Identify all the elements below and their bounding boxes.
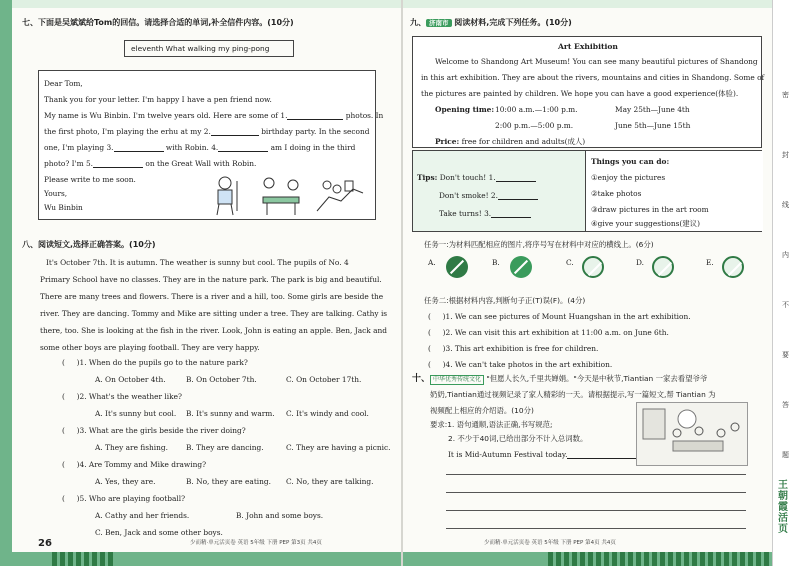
ping-pong-illustration [259,173,303,217]
letter-signature: Wu Binbin [44,203,83,212]
exhibition-box [412,36,765,148]
letter-line-4: one, I'm playing 3. with Robin. 4. am I doing in the third [44,143,356,152]
thing-2: ②take photos [591,189,642,198]
section8-title: 八、阅读短文,选择正确答案。(10分) [22,240,156,249]
side-char-4: 内 [782,251,789,259]
opening-time-1: 10:00 a.m.—1:00 p.m. [495,105,578,114]
opening-time-2: 2:00 p.m.—5:00 p.m. [495,121,574,130]
no-smoking-icon [652,256,674,278]
q2-option-b: B. It's sunny and warm. [186,409,275,418]
question-1: ( )1. When do the pupils go to the nature park? [62,358,248,367]
section10-line-2: 奶奶,Tiantian通过视频记录了家人精彩的一天。请根据提示,写一篇短文,帮 Tiantian 为 [430,390,716,399]
exhibition-title: Art Exhibition [558,42,618,51]
question-2: ( )2. What's the weather like? [62,392,182,401]
great-wall-illustration [315,171,365,217]
family-video-illustration [636,402,748,466]
word-bank [124,40,294,57]
exhibition-line-1: Welcome to Shandong Art Museum! You can see many beautiful pictures of Shandong [435,57,758,66]
thing-3: ③draw pictures in the art room [591,205,709,214]
writing-line-1[interactable] [446,474,746,475]
q4-option-a: A. Yes, they are. [95,477,156,486]
question-3: ( )3. What are the girls beside the river doing? [62,426,246,435]
letter-closing-2: Yours, [44,189,68,198]
side-char-2: 封 [782,151,789,159]
section10-line-3: 视频配上相应的介绍语。(10分) [430,406,534,415]
task1-title: 任务一:为材料匹配相应的图片,将序号写在材料中对应的横线上。(6分) [424,240,654,249]
tip-2: Don't smoke! 2. [439,191,538,200]
things-title: Things you can do: [591,157,670,166]
q4-option-c: C. No, they are talking. [286,477,374,486]
icon-label-e: E. [706,258,714,267]
requirement-1: 要求:1. 语句通顺,语法正确,书写规范; [430,420,553,429]
brand-logo: 王朝霞活页 [778,480,788,535]
writing-line-2[interactable] [446,492,746,493]
q5-option-b: B. John and some boys. [236,511,324,520]
take-turns-icon [510,256,532,278]
letter-line-3: the first photo, I'm playing the erhu at my 2. birthday party. In the second [44,127,370,136]
q3-option-c: C. They are having a picnic. [286,443,391,452]
passage-line-5: there, too. She is looking at the fish in the river. Look, John is eating an apple. Ben, Jack and [40,326,387,335]
side-char-3: 线 [782,201,789,209]
passage-line-1: It's October 7th. It is autumn. The weather is sunny but cool. The pupils of No. 4 [46,258,349,267]
camera-icon [722,256,744,278]
passage-line-2: Primary School have no classes. They are in the nature park. The park is big and beautiful. [40,275,382,284]
side-char-7: 答 [782,401,789,409]
word-bank-text: eleventh What walking my ping-pong [131,44,270,53]
erhu-player-illustration [207,175,243,217]
q5-option-a: A. Cathy and her friends. [95,511,190,520]
thing-1: ①enjoy the pictures [591,173,666,182]
side-char-8: 题 [782,451,789,459]
exhibition-line-2: in this art exhibition. They are about the rivers, mountains and cities in Shandong. Some of [421,73,765,82]
icon-label-b: B. [492,258,500,267]
q4-option-b: B. No, they are eating. [186,477,271,486]
icon-label-c: C. [566,258,574,267]
tf-4: ( )4. We can't take photos in the art exhibition. [428,360,613,369]
writing-line-4[interactable] [446,528,746,529]
tf-3: ( )3. This art exhibition is free for children. [428,344,599,353]
q1-option-b: B. On October 7th. [186,375,257,384]
bottom-stripes-left [52,552,113,566]
question-4: ( )4. Are Tommy and Mike drawing? [62,460,207,469]
section10-line-1: 中华优秀传统文化 "但愿人长久,千里共婵娟。"今天是中秋节,Tiantian 一家去看望爷爷 [430,374,707,385]
q1-option-a: A. On October 4th. [95,375,166,384]
culture-tag: 中华优秀传统文化 [430,375,484,385]
side-char-6: 要 [782,351,789,359]
letter-line-5: photo? I'm 5. on the Great Wall with Robin. [44,159,257,168]
letter-closing-1: Please write to me soon. [44,175,136,184]
icon-label-a: A. [428,258,436,267]
letter-box [38,70,384,220]
top-border-left [12,0,402,8]
no-touch-icon [446,256,468,278]
q2-option-a: A. It's sunny but cool. [95,409,177,418]
letter-line-1: Thank you for your letter. I'm happy I have a pen friend now. [44,95,272,104]
tf-1: ( )1. We can see pictures of Mount Huangshan in the art exhibition. [428,312,691,321]
art-room-icon [582,256,604,278]
left-green-border [0,0,12,566]
section10-number: 十、 [412,374,431,384]
requirement-2: 2. 不少于40词,已给出部分不计入总词数。 [448,434,588,443]
side-char-1: 密 [782,91,789,99]
bottom-stripes-right [548,552,777,566]
tip-1: Tips: Don't touch! 1. [417,173,536,182]
opening-date-1: May 25th—June 4th [615,105,690,114]
q3-option-a: A. They are fishing. [95,443,168,452]
section7-title: 七、下面是吴斌斌给Tom的回信。请选择合适的单词,补全信件内容。(10分) [22,18,294,27]
q3-option-b: B. They are dancing. [186,443,264,452]
page-number-left: 26 [38,538,52,549]
letter-line-2: My name is Wu Binbin. I'm twelve years old. Here are some of 1. photos. In [44,111,384,120]
task2-title: 任务二:根据材料内容,判断句子正(T)误(F)。(4分) [424,296,586,305]
writing-start: It is Mid-Autumn Festival today. [448,450,647,459]
page-divider [401,0,403,566]
passage-line-4: river. They are dancing. Tommy and Mike are sitting under a tree. They are talking. Cathy is [40,309,388,318]
top-border-right [402,0,772,8]
tf-2: ( )2. We can visit this art exhibition at 11:00 a.m. on June 6th. [428,328,669,337]
side-char-5: 不 [782,301,789,309]
thing-4: ④give your suggestions(建议) [591,219,700,228]
writing-line-3[interactable] [446,510,746,511]
footer-left: 少而精·单元活页卷 英语 5年级 下册 PEP 第3页 共4页 [190,540,322,546]
q5-option-c: C. Ben, Jack and some other boys. [95,528,223,537]
question-5: ( )5. Who are playing football? [62,494,186,503]
passage-line-3: There are many trees and flowers. There is a river and a hill, too. Some girls are beside the [40,292,384,301]
opening-date-2: June 5th—June 15th [615,121,691,130]
opening-label: Opening time: [435,105,495,114]
icon-label-d: D. [636,258,645,267]
footer-right: 少而精·单元活页卷 英语 5年级 下册 PEP 第4页 共4页 [484,540,616,546]
q2-option-c: C. It's windy and cool. [286,409,369,418]
price-line: Price: free for children and adults(成人) [435,137,586,146]
region-tag: 济南市 [426,19,452,27]
section9-title: 九、 济南市 阅读材料,完成下列任务。(10分) [410,18,572,27]
tips-box [412,150,762,232]
exhibition-line-3: the pictures are painted by children. We hope you can have a good experience(体验). [421,89,739,98]
passage-line-6: some other boys are playing football. They are very happy. [40,343,260,352]
letter-greeting: Dear Tom, [44,79,83,88]
q1-option-c: C. On October 17th. [286,375,362,384]
tip-3: Take turns! 3. [439,209,531,218]
